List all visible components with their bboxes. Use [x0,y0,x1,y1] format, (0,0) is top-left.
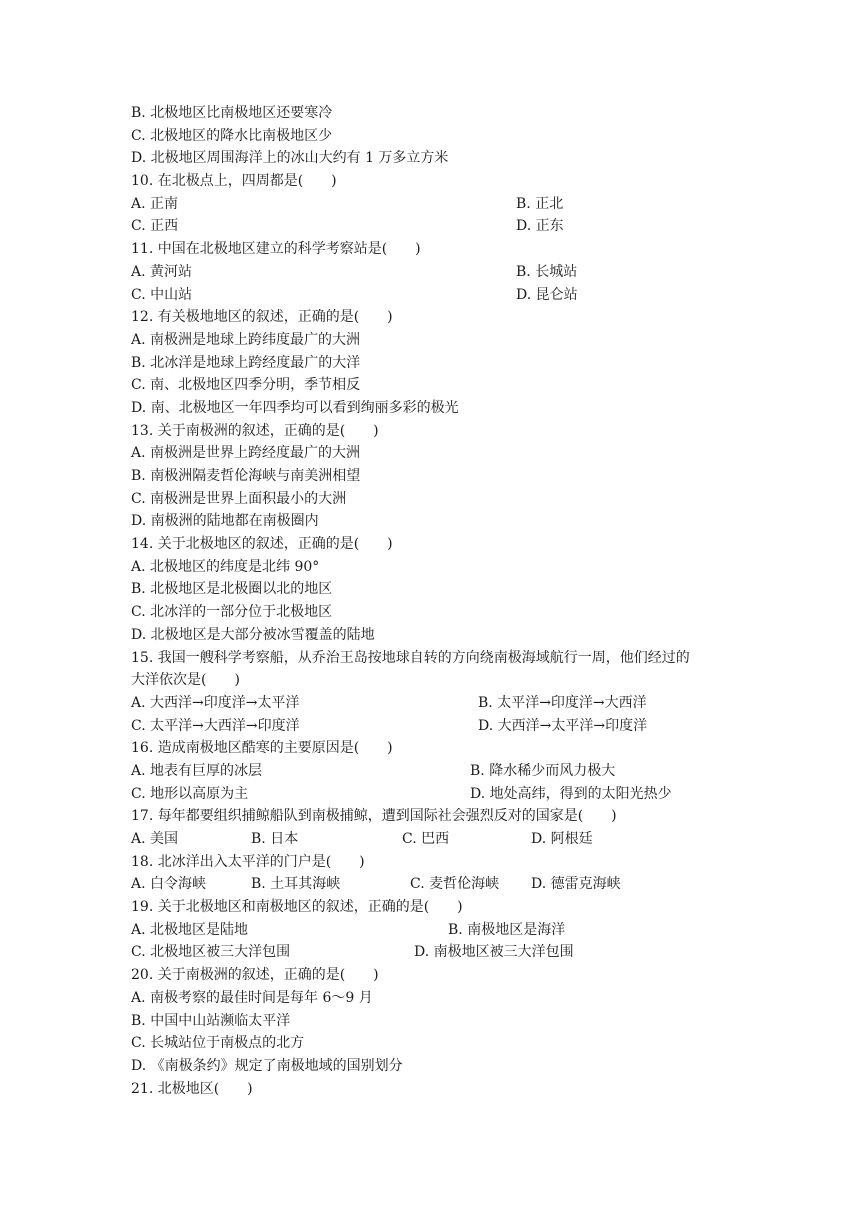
q18-option-d: D. 德雷克海峡 [531,876,621,893]
q15-options-row2 [131,715,731,738]
q14-stem-text: 14. 关于北极地区的叙述，正确的是( ) [131,536,393,553]
q20-option-c [131,1032,731,1055]
q21-stem [131,1078,731,1101]
q14-option-b [131,578,731,601]
q10-option-d: D. 正东 [516,218,564,235]
q17-stem-text: 17. 每年都要组织捕鲸船队到南极捕鲸，遭到国际社会强烈反对的国家是( ) [131,808,617,825]
q15-option-b: B. 太平洋→印度洋→大西洋 [478,694,647,711]
q14-option-c-text: C. 北冰洋的一部分位于北极地区 [131,604,333,621]
q16-option-a: A. 地表有巨厚的冰层 [131,762,263,779]
q19-stem-text: 19. 关于北极地区和南极地区的叙述，正确的是( ) [131,899,463,916]
q11-stem [131,238,731,261]
q18-option-b: B. 土耳其海峡 [251,876,341,893]
q16-option-b: B. 降水稀少而风力极大 [470,762,616,779]
q14-option-c [131,601,731,624]
q17-options [131,828,731,851]
q9-option-d-text: D. 北极地区周围海洋上的冰山大约有 1 万多立方米 [131,150,449,167]
q17-option-a: A. 美国 [131,831,179,847]
q19-option-c: C. 北极地区被三大洋包围 [131,944,291,961]
q11-options-row2 [131,284,731,307]
q20-stem-text: 20. 关于南极洲的叙述，正确的是( ) [131,967,379,984]
q21-stem-text: 21. 北极地区( ) [131,1080,253,1097]
q18-option-a: A. 白令海峡 [131,876,207,893]
q9-option-c [131,125,731,148]
q19-option-a: A. 北极地区是陆地 [131,921,249,938]
q17-option-d: D. 阿根廷 [531,831,593,847]
q19-option-d: D. 南极地区被三大洋包围 [414,944,574,961]
q10-stem [131,170,731,193]
q15-stem-line1 [131,647,731,670]
q15-stem-line2 [131,669,731,692]
q11-stem-text: 11. 中国在北极地区建立的科学考察站是( ) [131,241,421,258]
q16-options-row2 [131,783,731,806]
q12-option-b-text: B. 北冰洋是地球上跨经度最广的大洋 [131,354,361,371]
q12-option-c [131,374,731,397]
q17-option-c: C. 巴西 [402,831,450,847]
q11-option-d: D. 昆仑站 [516,286,578,303]
q19-options-row1 [131,919,731,942]
q20-stem [131,964,731,987]
q9-option-b [131,102,731,125]
q15-stem-line1-text: 15. 我国一艘科学考察船，从乔治王岛按地球自转的方向绕南极海域航行一周，他们经过的 [131,649,690,666]
q9-option-d [131,147,731,170]
q20-option-d [131,1055,731,1078]
q9-option-c-text: C. 北极地区的降水比南极地区少 [131,127,333,144]
q16-stem-text: 16. 造成南极地区酷寒的主要原因是( ) [131,740,393,757]
q17-option-b: B. 日本 [251,831,299,847]
q20-option-a-text: A. 南极考察的最佳时间是每年 6～9 月 [131,989,373,1006]
q10-options-row1 [131,193,731,216]
q10-option-b: B. 正北 [516,195,564,212]
q18-stem [131,851,731,874]
q14-stem [131,533,731,556]
q15-option-d: D. 大西洋→太平洋→印度洋 [478,717,648,734]
q13-option-d-text: D. 南极洲的陆地都在南极圈内 [131,513,319,530]
q11-option-b: B. 长城站 [516,263,578,280]
q16-options-row1 [131,760,731,783]
q12-option-d-text: D. 南、北极地区一年四季均可以看到绚丽多彩的极光 [131,399,459,416]
q19-stem [131,896,731,919]
q16-option-d: D. 地处高纬，得到的太阳光热少 [470,785,672,802]
q15-option-a: A. 大西洋→印度洋→太平洋 [131,694,300,711]
q14-option-b-text: B. 北极地区是北极圈以北的地区 [131,581,333,598]
q12-option-d [131,397,731,420]
q12-stem [131,306,731,329]
q12-option-c-text: C. 南、北极地区四季分明，季节相反 [131,377,361,394]
q14-option-a [131,556,731,579]
q12-option-a [131,329,731,352]
q18-options [131,873,731,896]
q12-option-b [131,352,731,375]
q10-option-a: A. 正南 [131,195,179,212]
q13-option-c-text: C. 南极洲是世界上面积最小的大洲 [131,490,347,507]
q11-option-a: A. 黄河站 [131,263,193,280]
q9-option-b-text: B. 北极地区比南极地区还要寒冷 [131,105,333,121]
q15-options-row1 [131,692,731,715]
q14-option-d-text: D. 北极地区是大部分被冰雪覆盖的陆地 [131,626,375,643]
q10-option-c: C. 正西 [131,218,179,235]
q19-options-row2 [131,941,731,964]
q14-option-a-text: A. 北极地区的纬度是北纬 90° [131,558,320,575]
q13-option-a-text: A. 南极洲是世界上跨经度最广的大洲 [131,445,361,462]
q18-stem-text: 18. 北冰洋出入太平洋的门户是( ) [131,853,365,870]
q16-stem [131,737,731,760]
q15-stem-line2-text: 大洋依次是( ) [131,672,240,689]
q20-option-b-text: B. 中国中山站濒临太平洋 [131,1012,291,1029]
q16-option-c: C. 地形以高原为主 [131,785,249,802]
q12-stem-text: 12. 有关极地地区的叙述，正确的是( ) [131,309,393,326]
worksheet-page [131,102,731,1100]
q10-stem-text: 10. 在北极点上，四周都是( ) [131,173,337,190]
q13-stem [131,420,731,443]
q13-option-a [131,442,731,465]
q19-option-b: B. 南极地区是海洋 [448,921,566,938]
q17-stem [131,805,731,828]
q13-option-d [131,510,731,533]
q14-option-d [131,624,731,647]
q13-stem-text: 13. 关于南极洲的叙述，正确的是( ) [131,422,379,439]
q13-option-b-text: B. 南极洲隔麦哲伦海峡与南美洲相望 [131,468,361,484]
q13-option-b [131,465,731,488]
q11-options-row1 [131,261,731,284]
q20-option-a [131,987,731,1010]
q12-option-a-text: A. 南极洲是地球上跨纬度最广的大洲 [131,331,361,348]
q15-option-c: C. 太平洋→大西洋→印度洋 [131,717,300,734]
q20-option-b [131,1010,731,1033]
q20-option-c-text: C. 长城站位于南极点的北方 [131,1035,305,1052]
q11-option-c: C. 中山站 [131,286,193,303]
q10-options-row2 [131,215,731,238]
q18-option-c: C. 麦哲伦海峡 [410,876,500,893]
q20-option-d-text: D. 《南极条约》规定了南极地域的国别划分 [131,1057,403,1074]
q13-option-c [131,488,731,511]
